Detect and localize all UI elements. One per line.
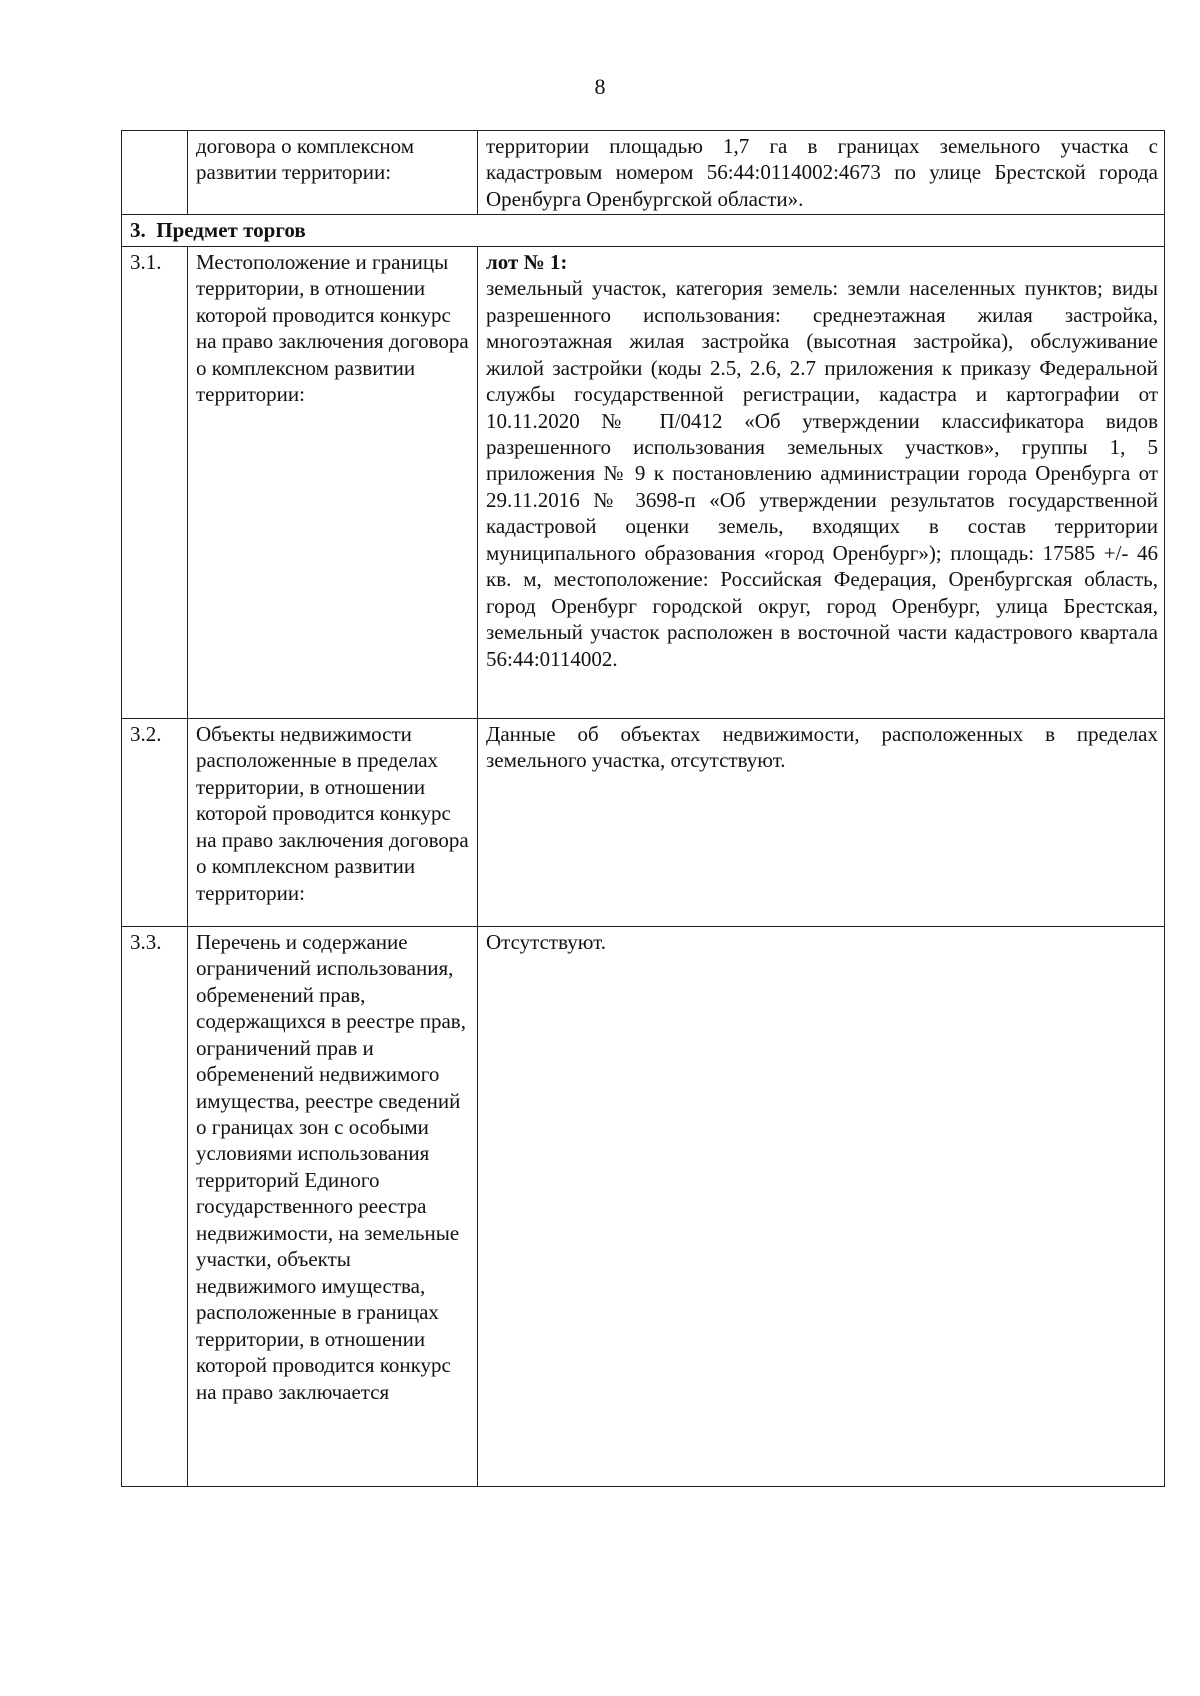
row-number: 3.1.	[122, 246, 188, 718]
row-number: 3.3.	[122, 926, 188, 1486]
carry-over-row	[122, 131, 1165, 215]
section-header-row	[122, 215, 1165, 246]
carry-over-content: территории площадью 1,7 га в границах земельного участка с кадастровым номером 56:44:0114002:4673 по улице Брестской города Оренбурга Оренбургской области».	[478, 131, 1165, 215]
section-header	[122, 215, 1165, 246]
lot-description: земельный участок, категория земель: земли населенных пунктов; виды разрешенного использования: среднеэтажная жилая застройка, многоэтажная жилая застройка (высотная застройка), обслуживание жилой застройки (коды 2.5, 2.6, 2.7 приложения к приказу Федеральной службы государственной регистрации, кадастра и картографии от 10.11.2020 № П/0412 «Об утверждении классификатора видов разрешенного использования земельных участков», группы 1, 5 приложения № 9 к постановлению администрации города Оренбурга от 29.11.2016 № 3698-п «Об утверждении результатов государственной кадастровой оценки земель, входящих в состав территории муниципального образования «город Оренбург»); площадь: 17585 +/- 46 кв. м, местоположение: Российская Федерация, Оренбургская область, город Оренбург городской округ, город Оренбург, улица Брестская, земельный участок расположен в восточной части кадастрового квартала 56:44:0114002.	[486, 276, 1158, 671]
section-number: 3.	[130, 218, 146, 243]
document-table	[121, 130, 1165, 1487]
row-content	[478, 246, 1165, 718]
page-number: 8	[594, 74, 606, 99]
table-row	[122, 718, 1165, 926]
carry-over-label: договора о комплексном развитии территории:	[188, 131, 478, 215]
row-label: Местоположение и границы территории, в отношении которой проводится конкурс на право заключения договора о комплексном развитии территории:	[188, 246, 478, 718]
section-title: Предмет торгов	[156, 218, 306, 243]
row-content: Отсутствуют.	[478, 926, 1165, 1486]
table-row	[122, 926, 1165, 1486]
row-label: Перечень и содержание ограничений использования, обременений прав, содержащихся в реестре прав, ограничений прав и обременений недвижимого имущества, реестре сведений о границах зон с особыми условиями использования территорий Единого государственного реестра недвижимости, на земельные участки, объекты недвижимого имущества, расположенные в границах территории, в отношении которой проводится конкурс на право заключается	[188, 926, 478, 1486]
carry-over-number-cell	[122, 131, 188, 215]
row-content: Данные об объектах недвижимости, расположенных в пределах земельного участка, отсутствуют.	[478, 718, 1165, 926]
row-label: Объекты недвижимости расположенные в пределах территории, в отношении которой проводится конкурс на право заключения договора о комплексном развитии территории:	[188, 718, 478, 926]
lot-title: лот № 1:	[486, 249, 568, 274]
table-row	[122, 246, 1165, 718]
row-number: 3.2.	[122, 718, 188, 926]
